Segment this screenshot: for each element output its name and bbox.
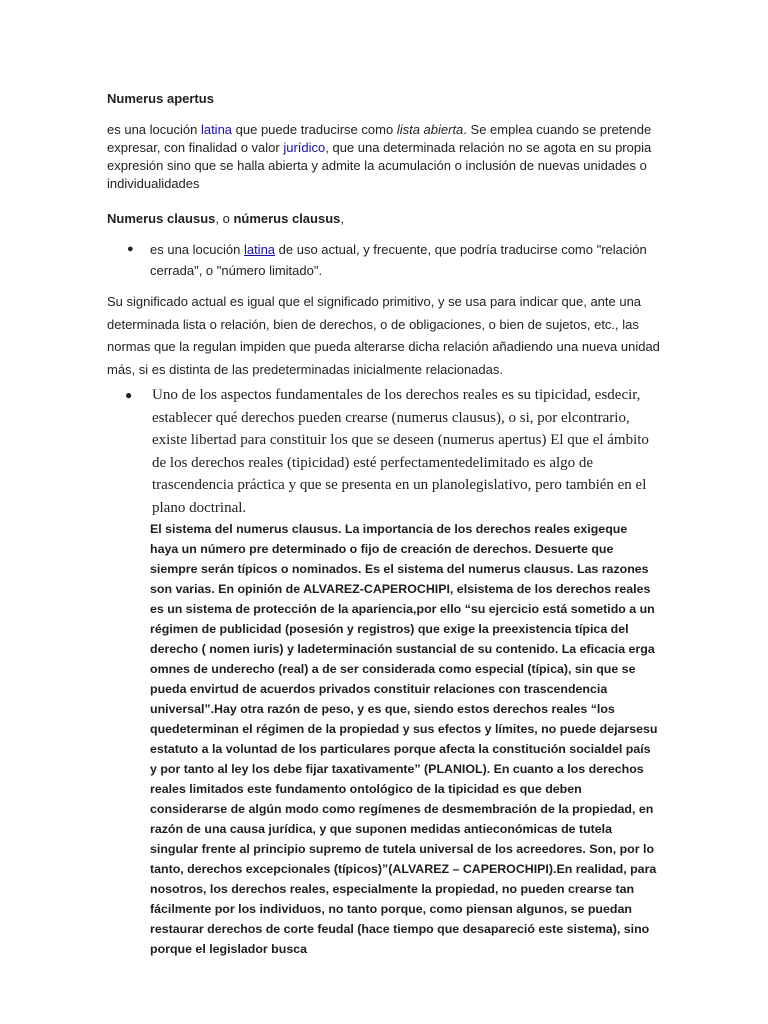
text-segment: . Se emplea cuando se pretende expresar, con finalidad o valor — [107, 122, 652, 155]
text-segment: , — [340, 211, 345, 226]
link-latina[interactable]: latina — [200, 122, 233, 137]
heading-numerus-apertus: Numerus apertus — [107, 91, 214, 106]
paragraph-significado: Su significado actual es igual que el significado primitivo, y se usa para indicar que, ante una determinada lista o relación, bien de derechos, o de obligaciones, o bien de sujetos, etc., las normas que la regulan impiden que pueda alterarse dicha relación añadiendo una nueva unidad más, si es distinta de las predeterminadas inicialmente relacionadas. — [107, 294, 660, 377]
bullet-dot-icon: ● — [127, 243, 134, 255]
bullet-dot-icon: ● — [125, 388, 133, 402]
bold-numerus-clausus: Numerus clausus — [107, 211, 216, 226]
italic-lista-abierta: lista abierta — [396, 122, 464, 137]
paragraph-numerus-apertus — [107, 121, 667, 193]
text-segment: que puede traducirse como — [232, 122, 397, 137]
text-segment: , que una determinada relación no se agota en su propia expresión sino que se halla abierta y admite la acumulación o inclusión de nuevas unidades o individualidades — [107, 140, 652, 191]
bullet-list-tipicidad — [125, 384, 660, 519]
text-segment: es una locución — [107, 122, 201, 137]
list-item — [125, 239, 665, 281]
bullet-list-clausus — [125, 239, 665, 281]
text-segment: Uno de los aspectos fundamentales de los derechos reales es su tipicidad, esdecir, establecer qué derechos pueden crearse (numerus clausus), o si, por elcontrario, existe libertad para constituir los que se deseen (numerus apertus) El que el ámbito de los derechos reales (tipicidad) esté perfectamentedelimitado es algo de trascendencia práctica y que se presenta en un planolegislativo, pero también en el plano doctrinal. — [152, 387, 649, 516]
list-item — [125, 384, 660, 519]
heading-numerus-clausus — [107, 211, 344, 226]
text-segment: , o — [215, 211, 234, 226]
text-segment: es una locución — [150, 242, 244, 257]
text-segment: de uso actual, y frecuente, que podría traducirse como "relación cerrada", o "número limitado". — [150, 242, 647, 278]
bold-numerus-clausus-accent: númerus clausus — [233, 211, 341, 226]
paragraph-sistema-numerus-clausus: El sistema del numerus clausus. La importancia de los derechos reales exigeque haya un número pre determinado o fijo de creación de derechos. Desuerte que siempre serán típicos o nominados. Es el sistema del numerus clausus. Las razones son varias. En opinión de ALVAREZ-CAPEROCHIPI, elsistema de los derechos reales es un sistema de protección de la apariencia,por ello “su ejercicio está sometido a un régimen de publicidad (posesión y registros) que exige la preexistencia típica del derecho ( nomen iuris) y ladeterminación sustancial de su contenido. La eficacia erga omnes de underecho (real) a de ser considerada como especial (típica), sin que se pueda envirtud de acuerdos privados constituir relaciones con trascendencia universal”.Hay otra razón de peso, y es que, siendo estos derechos reales “los quedeterminan el régimen de la propiedad y sus efectos y límites, no puede dejarsesu estatuto a la voluntad de los particulares porque afecta la constitución socialdel país y por tanto al ley los debe fijar taxativamente” (PLANIOL). En cuanto a los derechos reales limitados este fundamento ontológico de la tipicidad es que deben considerarse de algún modo como regímenes de desmembración de la propiedad, en razón de una causa jurídica, y que suponen medidas antieconómicas de tutela singular frente al principio supremo de tutela universal de los acreedores. Son, por lo tanto, derechos excepcionales (típicos)”(ALVAREZ – CAPEROCHIPI).En realidad, para nosotros, los derechos reales, especialmente la propiedad, no pueden crearse tan fácilmente por los individuos, no tanto porque, como piensan algunos, se puedan restaurar derechos de corte feudal (hace tiempo que desapareció este sistema), sino porque el legislador busca — [150, 522, 658, 956]
link-latina-2[interactable]: latina — [243, 242, 276, 257]
link-juridico[interactable]: jurídico — [283, 140, 326, 155]
